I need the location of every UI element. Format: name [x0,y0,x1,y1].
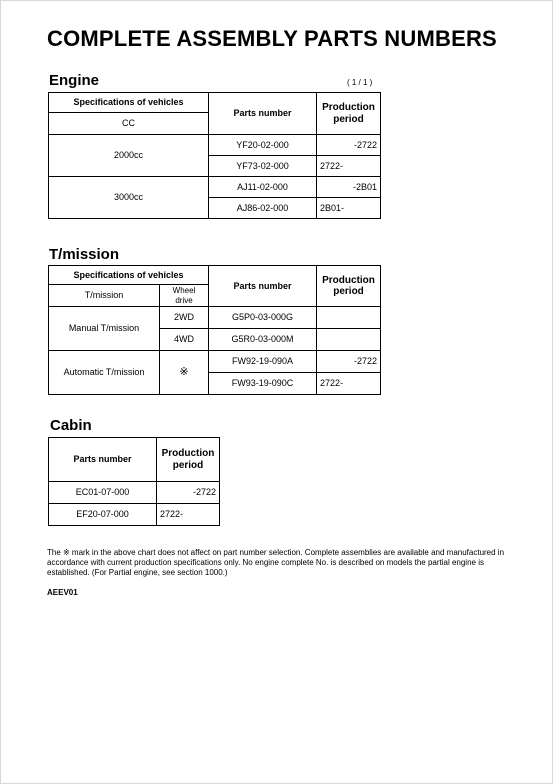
tmission-type-cell: Automatic T/mission [49,351,160,395]
engine-parts-cell: AJ11-02-000 [209,177,317,198]
tmission-table [48,265,381,395]
table-row [49,177,381,198]
document-code: AEEV01 [47,588,78,597]
page-reference: ( 1 / 1 ) [347,78,373,87]
engine-period-cell: 2B01- [317,198,381,219]
cabin-header-production: Production period [157,438,220,482]
table-row [49,135,381,156]
cabin-period-cell: 2722- [157,504,220,526]
tmission-parts-cell: FW92-19-090A [209,351,317,373]
tmission-period-cell: -2722 [317,351,381,373]
engine-parts-cell: YF73-02-000 [209,156,317,177]
engine-table [48,92,381,219]
tmission-type-cell: Manual T/mission [49,307,160,351]
engine-parts-cell: AJ86-02-000 [209,198,317,219]
engine-spec-cell: 2000cc [49,135,209,177]
engine-period-cell: 2722- [317,156,381,177]
tmission-parts-cell: FW93-19-090C [209,373,317,395]
cabin-period-cell: -2722 [157,482,220,504]
engine-spec-cell: 3000cc [49,177,209,219]
table-row [49,482,220,504]
engine-period-cell: -2722 [317,135,381,156]
tmission-drive-cell: 2WD [160,307,209,329]
cabin-parts-cell: EF20-07-000 [49,504,157,526]
reference-mark-icon: ※ [160,351,209,395]
tmission-period-cell [317,329,381,351]
tmission-header-spec: Specifications of vehicles [49,266,209,285]
cabin-table [48,437,220,526]
tmission-period-cell [317,307,381,329]
engine-header-spec: Specifications of vehicles [49,93,209,113]
tmission-header-wheel: Wheel drive [160,285,209,307]
tmission-header-production: Production period [317,266,381,307]
engine-heading: Engine [49,72,100,89]
tmission-heading: T/mission [49,246,120,263]
tmission-period-cell: 2722- [317,373,381,395]
page-title: COMPLETE ASSEMBLY PARTS NUMBERS [47,26,497,51]
cabin-header-parts: Parts number [49,438,157,482]
engine-header-parts: Parts number [209,93,317,135]
tmission-parts-cell: G5P0-03-000G [209,307,317,329]
tmission-header-parts: Parts number [209,266,317,307]
cabin-heading: Cabin [50,417,92,434]
table-row [49,307,381,329]
tmission-parts-cell: G5R0-03-000M [209,329,317,351]
footnote: The ※ mark in the above chart does not affect on part number selection. Complete assemblies are available and manufactured in accordance with current production specifications only. No engine complete No. is described on models the partial engine is established. (For Partial engine, see section 1000.) [47,548,505,577]
tmission-drive-cell: 4WD [160,329,209,351]
engine-header-production: Production period [317,93,381,135]
engine-period-cell: -2B01 [317,177,381,198]
tmission-header-type: T/mission [49,285,160,307]
engine-header-cc: CC [49,113,209,135]
cabin-parts-cell: EC01-07-000 [49,482,157,504]
engine-parts-cell: YF20-02-000 [209,135,317,156]
table-row [49,351,381,373]
table-row [49,504,220,526]
